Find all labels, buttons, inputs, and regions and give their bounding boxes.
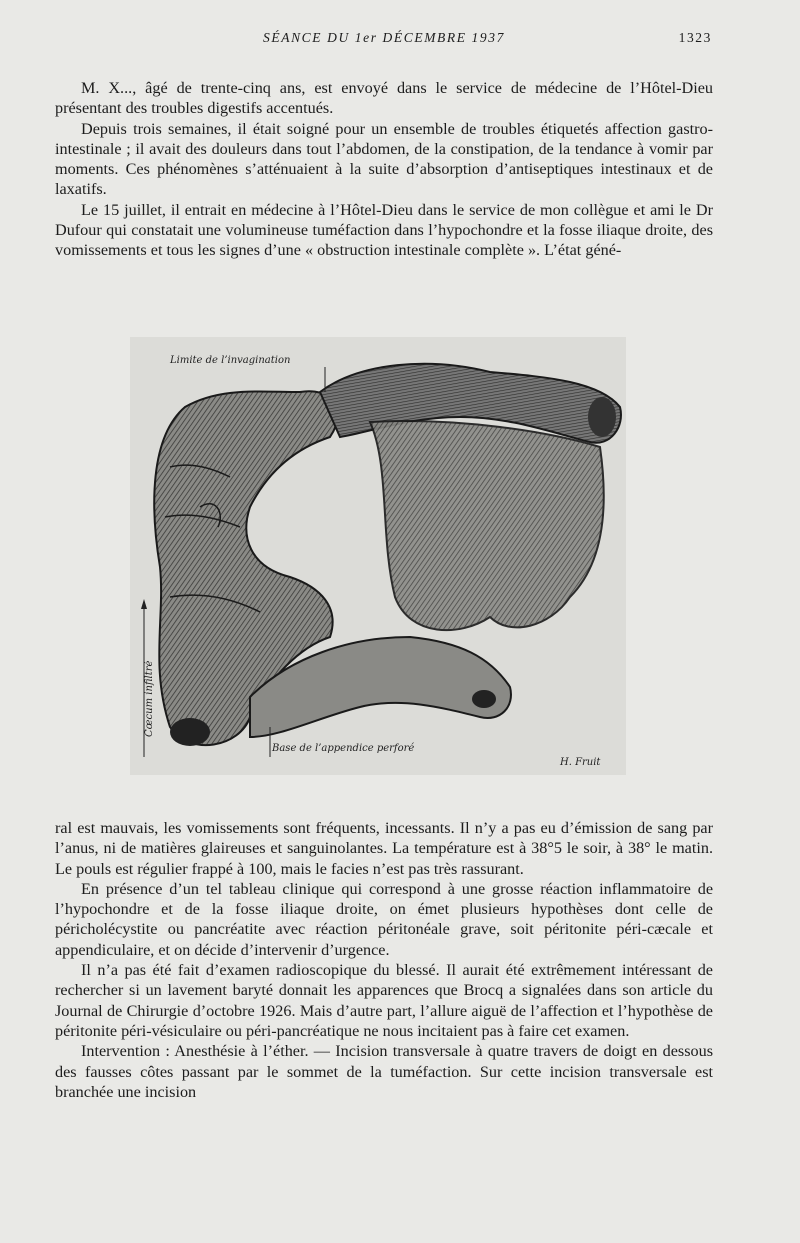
mesentery-shape [370,421,604,630]
caecum-opening [170,718,210,746]
paragraph: Depuis trois semaines, il était soigné pour un ensemble de troubles étiquetés affection gastro-intestinale ; il avait des douleurs dans tout l’abdomen, de la constipation, de la tendance à vomir par moments. Ces phénomènes s’atténuaient à la suite d’absorption d’antiseptiques intestinaux et de laxatifs. [55,119,713,199]
paragraph: Le 15 juillet, il entrait en médecine à l’Hôtel-Dieu dans le service de mon collègue et ami le Dr Dufour qui constatait une volumineuse tuméfaction dans l’hypochondre et la fosse iliaque droite, des vomissements et tous les signes d’une « obstruction intestinale complète ». L’état géné- [55,200,713,260]
label-invagination-limit: Limite de l’invagination [170,355,291,366]
page-number: 1323 [678,30,712,45]
label-caecum: Cœcum infiltré [144,660,155,737]
paragraph: Intervention : Anesthésie à l’éther. — Incision transversale à quatre travers de doigt en dessous des fausses côtes passant par le sommet de la tuméfaction. Sur cette incision transversale est branchée une incision [55,1042,713,1101]
running-title: SÉANCE DU 1er DÉCEMBRE 1937 [263,30,505,45]
lower-text-block [55,818,713,1102]
paragraph: M. X..., âgé de trente-cinq ans, est envoyé dans le service de médecine de l’Hôtel-Dieu présentant des troubles digestifs accentués. [55,79,713,118]
upper-text-block [55,78,713,261]
appendix-perforation [472,690,496,708]
label-appendix-base: Base de l’appendice perforé [272,743,415,754]
paragraph: ral est mauvais, les vomissements sont fréquents, incessants. Il n’y a pas eu d’émission de sang par l’anus, ni de matières glaireuses et sanguinolantes. La température est à 38°5 le soir, à 38° le matin. Le pouls est régulier frappé à 100, mais le facies n’est pas très rassurant. [55,819,713,878]
paragraph: En présence d’un tel tableau clinique qui correspond à une grosse réaction inflammatoire de l’hypochondre et de la fosse iliaque droite, on émet plusieurs hypothèses dont celle de péricholécystite ou pancréatite avec réaction péritonéale grave, soit péritonite péri-cæcale et appendiculaire, et on décide d’intervenir d’urgence. [55,879,713,959]
colon-opening [588,397,616,437]
intestine-drawing [130,337,626,775]
anatomical-illustration [130,337,626,775]
artist-signature: H. Fruit [560,757,601,768]
running-header [56,30,712,52]
paragraph: Il n’a pas été fait d’examen radioscopique du blessé. Il aurait été extrêmement intéressant de rechercher si un lavement baryté donnait les apparences que Brocq a signalées dans son article du Journal de Chirurgie d’octobre 1926. Mais d’autre part, l’allure aiguë de l’affection et l’hypothèse de péritonite péri-vésiculaire ou péri-pancréatique ne nous incitaient pas à faire cet examen. [55,961,713,1040]
